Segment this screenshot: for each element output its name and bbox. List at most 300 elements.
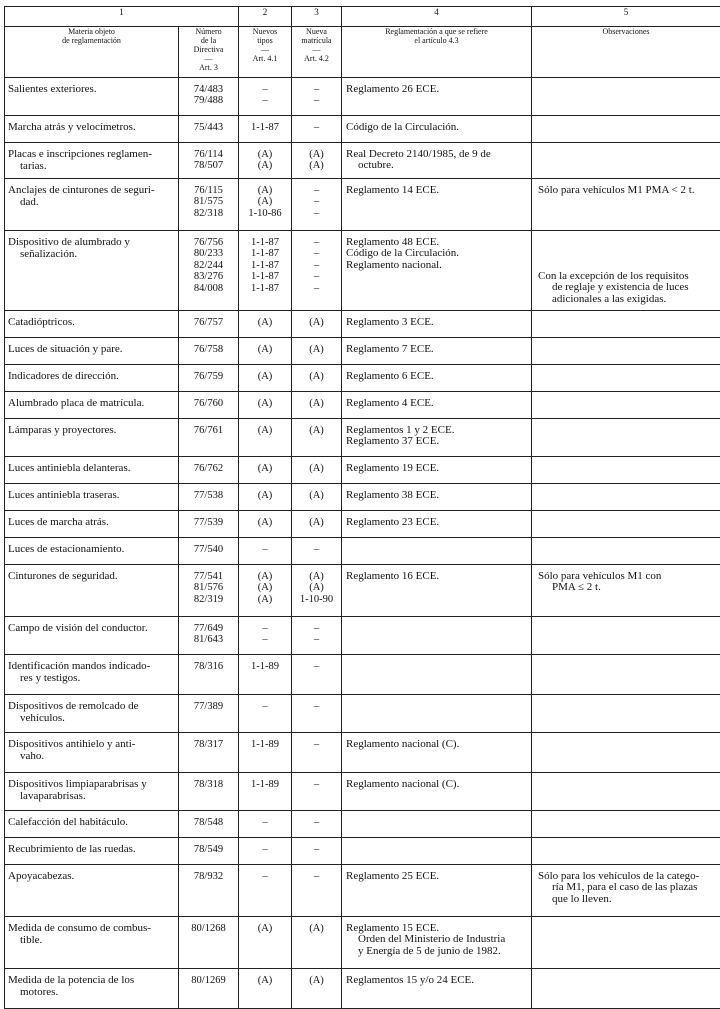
cell-nueva-matricula	[292, 773, 342, 811]
cell-nueva-matricula-line: (A)	[292, 517, 341, 528]
cell-nuevos-tipos-line: (A)	[239, 196, 291, 207]
cell-observaciones	[532, 484, 720, 511]
header-directiva-line: Art. 3	[179, 63, 238, 72]
table-row	[5, 338, 720, 365]
cell-materia	[5, 484, 179, 511]
cell-observaciones	[532, 231, 720, 311]
cell-reglamentacion-line: Reglamentos 15 y/o 24 ECE.	[346, 975, 527, 986]
cell-nuevos-tipos-line: (A)	[239, 594, 291, 605]
cell-materia-line: vehículos.	[8, 712, 174, 724]
cell-nueva-matricula	[292, 311, 342, 338]
cell-reglamentacion-line: Reglamento 48 ECE.	[346, 237, 527, 248]
cell-nueva-matricula-line: (A)	[292, 582, 341, 593]
cell-nueva-matricula-line: –	[292, 661, 341, 672]
cell-reglamentacion-line: Reglamento 23 ECE.	[346, 517, 527, 528]
cell-nueva-matricula	[292, 392, 342, 419]
cell-nueva-matricula-line: (A)	[292, 490, 341, 501]
cell-nueva-matricula-line: 1-10-90	[292, 594, 341, 605]
cell-nuevos-tipos-line: (A)	[239, 425, 291, 436]
cell-reglamentacion-line: Reglamento 25 ECE.	[346, 871, 527, 882]
cell-nueva-matricula	[292, 484, 342, 511]
header-nuevos-line: Art. 4.1	[239, 54, 291, 63]
column-number-5: 5	[532, 7, 720, 27]
header-observaciones: Observaciones	[532, 27, 720, 78]
cell-nuevos-tipos	[239, 733, 292, 773]
cell-nueva-matricula	[292, 969, 342, 1009]
cell-nueva-matricula	[292, 811, 342, 838]
table-row	[5, 78, 720, 116]
cell-directiva	[179, 617, 239, 655]
cell-observaciones	[532, 695, 720, 733]
header-directiva-line: de la	[179, 36, 238, 45]
table-row	[5, 392, 720, 419]
cell-directiva-line: 74/483	[179, 84, 238, 95]
header-matricula-line: Art. 4.2	[292, 54, 341, 63]
cell-nuevos-tipos-line: (A)	[239, 975, 291, 986]
cell-nueva-matricula-line: (A)	[292, 344, 341, 355]
spacer	[538, 237, 716, 271]
cell-directiva-line: 78/549	[179, 844, 238, 855]
cell-materia-line: Luces de situación y pare.	[8, 343, 174, 355]
cell-observaciones	[532, 865, 720, 917]
cell-materia-line: Placas e inscripciones reglamen-	[8, 148, 174, 160]
header-nuevos-tipos	[239, 27, 292, 78]
cell-nueva-matricula	[292, 116, 342, 143]
cell-reglamentacion	[342, 811, 532, 838]
cell-directiva-line: 76/758	[179, 344, 238, 355]
cell-nuevos-tipos-line: (A)	[239, 371, 291, 382]
table-body	[5, 78, 720, 1009]
cell-directiva-line: 82/319	[179, 594, 238, 605]
cell-directiva	[179, 865, 239, 917]
cell-directiva-line: 78/932	[179, 871, 238, 882]
cell-materia-line: Campo de visión del conductor.	[8, 622, 174, 634]
cell-directiva	[179, 811, 239, 838]
cell-materia-line: Medida de consumo de combus-	[8, 922, 174, 934]
cell-materia-line: res y testigos.	[8, 672, 174, 684]
cell-directiva-line: 81/575	[179, 196, 238, 207]
cell-nueva-matricula-line: –	[292, 871, 341, 882]
cell-directiva	[179, 484, 239, 511]
cell-nuevos-tipos-line: (A)	[239, 582, 291, 593]
cell-nuevos-tipos-line: 1-1-87	[239, 237, 291, 248]
cell-directiva-line: 76/757	[179, 317, 238, 328]
header-materia-line: de reglamentación	[5, 36, 178, 45]
cell-directiva	[179, 538, 239, 565]
cell-nueva-matricula-line: (A)	[292, 160, 341, 171]
cell-reglamentacion	[342, 338, 532, 365]
cell-directiva	[179, 365, 239, 392]
cell-nuevos-tipos-line: –	[239, 701, 291, 712]
cell-nuevos-tipos	[239, 969, 292, 1009]
cell-materia-line: dad.	[8, 196, 174, 208]
cell-observaciones	[532, 419, 720, 457]
cell-observaciones	[532, 838, 720, 865]
cell-directiva	[179, 392, 239, 419]
cell-nueva-matricula-line: (A)	[292, 371, 341, 382]
cell-reglamentacion-line: octubre.	[346, 160, 527, 171]
cell-nuevos-tipos	[239, 511, 292, 538]
cell-materia	[5, 365, 179, 392]
cell-nuevos-tipos-line: (A)	[239, 398, 291, 409]
cell-observaciones-line: PMA ≤ 2 t.	[538, 582, 716, 593]
cell-nuevos-tipos-line: 1-1-87	[239, 271, 291, 282]
cell-materia	[5, 78, 179, 116]
cell-directiva-line: 78/507	[179, 160, 238, 171]
cell-nuevos-tipos-line: 1-1-87	[239, 248, 291, 259]
cell-directiva	[179, 773, 239, 811]
cell-nuevos-tipos	[239, 78, 292, 116]
cell-directiva-line: 76/759	[179, 371, 238, 382]
cell-nuevos-tipos-line: –	[239, 817, 291, 828]
cell-materia	[5, 311, 179, 338]
table-row	[5, 617, 720, 655]
cell-directiva-line: 75/443	[179, 122, 238, 133]
cell-directiva-line: 78/318	[179, 779, 238, 790]
cell-nuevos-tipos-line: –	[239, 871, 291, 882]
cell-reglamentacion-line: Reglamento nacional (C).	[346, 739, 527, 750]
cell-nueva-matricula	[292, 419, 342, 457]
column-number-3: 3	[292, 7, 342, 27]
cell-materia-line: señalización.	[8, 248, 174, 260]
cell-reglamentacion-line: Reglamento 4 ECE.	[346, 398, 527, 409]
cell-nueva-matricula	[292, 457, 342, 484]
cell-materia-line: Alumbrado placa de matrícula.	[8, 397, 174, 409]
table-row	[5, 655, 720, 695]
cell-observaciones	[532, 565, 720, 617]
cell-nueva-matricula-line: –	[292, 544, 341, 555]
cell-nueva-matricula-line: (A)	[292, 398, 341, 409]
cell-directiva-line: 77/541	[179, 571, 238, 582]
cell-nueva-matricula-line: –	[292, 739, 341, 750]
cell-nuevos-tipos	[239, 484, 292, 511]
cell-materia-line: tible.	[8, 934, 174, 946]
cell-directiva-line: 77/389	[179, 701, 238, 712]
cell-reglamentacion-line: Código de la Circulación.	[346, 122, 527, 133]
table-row	[5, 511, 720, 538]
cell-reglamentacion-line: Orden del Ministerio de Industria	[346, 934, 527, 945]
cell-directiva-line: 76/756	[179, 237, 238, 248]
cell-reglamentacion-line: Reglamento 16 ECE.	[346, 571, 527, 582]
cell-materia-line: Lámparas y proyectores.	[8, 424, 174, 436]
cell-directiva	[179, 338, 239, 365]
cell-materia	[5, 969, 179, 1009]
cell-reglamentacion	[342, 538, 532, 565]
cell-nuevos-tipos-line: –	[239, 634, 291, 645]
cell-nuevos-tipos	[239, 695, 292, 733]
cell-materia-line: Luces de marcha atrás.	[8, 516, 174, 528]
cell-directiva-line: 78/316	[179, 661, 238, 672]
cell-nuevos-tipos	[239, 419, 292, 457]
cell-nueva-matricula-line: (A)	[292, 571, 341, 582]
cell-materia	[5, 838, 179, 865]
table-row	[5, 865, 720, 917]
cell-reglamentacion-line: Reglamento 19 ECE.	[346, 463, 527, 474]
cell-reglamentacion-line: Reglamento 14 ECE.	[346, 185, 527, 196]
cell-nuevos-tipos-line: (A)	[239, 490, 291, 501]
cell-nueva-matricula-line: (A)	[292, 923, 341, 934]
column-number-row	[5, 7, 720, 27]
cell-nuevos-tipos-line: 1-1-89	[239, 739, 291, 750]
cell-nueva-matricula	[292, 143, 342, 179]
cell-reglamentacion-line: Reglamento 6 ECE.	[346, 371, 527, 382]
cell-observaciones	[532, 917, 720, 969]
cell-nueva-matricula-line: –	[292, 84, 341, 95]
header-nuevos-line: —	[239, 45, 291, 54]
cell-directiva-line: 80/1268	[179, 923, 238, 934]
cell-directiva-line: 79/488	[179, 95, 238, 106]
table-row	[5, 419, 720, 457]
cell-nuevos-tipos-line: –	[239, 623, 291, 634]
cell-directiva	[179, 655, 239, 695]
cell-materia	[5, 392, 179, 419]
cell-nuevos-tipos-line: (A)	[239, 571, 291, 582]
cell-reglamentacion	[342, 695, 532, 733]
cell-observaciones-line: adicionales a las exigidas.	[538, 294, 716, 305]
cell-nueva-matricula	[292, 565, 342, 617]
cell-materia-line: Dispositivos limpiaparabrisas y	[8, 778, 174, 790]
cell-reglamentacion-line: y Energía de 5 de junio de 1982.	[346, 946, 527, 957]
cell-nuevos-tipos	[239, 116, 292, 143]
header-matricula-line: matrícula	[292, 36, 341, 45]
column-number-4: 4	[342, 7, 532, 27]
cell-reglamentacion	[342, 773, 532, 811]
cell-nueva-matricula	[292, 179, 342, 231]
cell-materia	[5, 143, 179, 179]
cell-directiva-line: 76/762	[179, 463, 238, 474]
cell-nuevos-tipos-line: (A)	[239, 344, 291, 355]
cell-materia	[5, 231, 179, 311]
cell-directiva-line: 81/576	[179, 582, 238, 593]
cell-reglamentacion	[342, 311, 532, 338]
cell-directiva	[179, 565, 239, 617]
cell-reglamentacion	[342, 838, 532, 865]
cell-nuevos-tipos-line: 1-1-89	[239, 779, 291, 790]
cell-observaciones	[532, 143, 720, 179]
cell-reglamentacion-line: Reglamento 15 ECE.	[346, 923, 527, 934]
cell-materia-line: Medida de la potencia de los	[8, 974, 174, 986]
cell-directiva-line: 80/1269	[179, 975, 238, 986]
cell-nuevos-tipos	[239, 773, 292, 811]
cell-nuevos-tipos-line: (A)	[239, 149, 291, 160]
cell-nueva-matricula-line: –	[292, 701, 341, 712]
cell-observaciones-line: Sólo para los vehículos de la catego-	[538, 871, 716, 882]
cell-observaciones	[532, 773, 720, 811]
table-row	[5, 365, 720, 392]
cell-observaciones	[532, 511, 720, 538]
cell-observaciones	[532, 392, 720, 419]
cell-reglamentacion	[342, 116, 532, 143]
cell-observaciones	[532, 811, 720, 838]
cell-nueva-matricula-line: (A)	[292, 463, 341, 474]
cell-reglamentacion	[342, 78, 532, 116]
cell-nueva-matricula	[292, 511, 342, 538]
cell-directiva	[179, 511, 239, 538]
cell-materia-line: Cinturones de seguridad.	[8, 570, 174, 582]
cell-reglamentacion-line: Reglamento 26 ECE.	[346, 84, 527, 95]
cell-directiva-line: 77/540	[179, 544, 238, 555]
cell-materia-line: Marcha atrás y velocímetros.	[8, 121, 174, 133]
cell-nuevos-tipos	[239, 179, 292, 231]
cell-nueva-matricula	[292, 655, 342, 695]
cell-observaciones-line: ría M1, para el caso de las plazas	[538, 882, 716, 893]
cell-nuevos-tipos-line: 1-1-89	[239, 661, 291, 672]
cell-nueva-matricula	[292, 917, 342, 969]
cell-materia-line: Recubrimiento de las ruedas.	[8, 843, 174, 855]
cell-nuevos-tipos	[239, 365, 292, 392]
cell-nueva-matricula-line: (A)	[292, 317, 341, 328]
cell-observaciones-line: que lo lleven.	[538, 894, 716, 905]
cell-observaciones	[532, 116, 720, 143]
cell-materia-line: Dispositivos antihielo y anti-	[8, 738, 174, 750]
table-row	[5, 116, 720, 143]
table-row	[5, 179, 720, 231]
cell-nueva-matricula-line: –	[292, 844, 341, 855]
cell-reglamentacion	[342, 231, 532, 311]
cell-reglamentacion	[342, 419, 532, 457]
cell-nuevos-tipos-line: (A)	[239, 463, 291, 474]
cell-nuevos-tipos	[239, 865, 292, 917]
cell-materia-line: Indicadores de dirección.	[8, 370, 174, 382]
cell-directiva	[179, 179, 239, 231]
cell-materia-line: Anclajes de cinturones de seguri-	[8, 184, 174, 196]
cell-nuevos-tipos-line: (A)	[239, 317, 291, 328]
cell-materia-line: lavaparabrisas.	[8, 790, 174, 802]
cell-materia	[5, 773, 179, 811]
cell-observaciones-line: Sólo para vehículos M1 PMA < 2 t.	[538, 185, 716, 196]
cell-reglamentacion	[342, 365, 532, 392]
cell-nuevos-tipos	[239, 392, 292, 419]
cell-nuevos-tipos-line: 1-1-87	[239, 122, 291, 133]
cell-nueva-matricula-line: –	[292, 623, 341, 634]
cell-materia	[5, 419, 179, 457]
cell-materia	[5, 565, 179, 617]
cell-nueva-matricula	[292, 231, 342, 311]
cell-directiva	[179, 419, 239, 457]
cell-directiva	[179, 231, 239, 311]
cell-observaciones-line: Sólo para vehículos M1 con	[538, 571, 716, 582]
header-directiva-line: —	[179, 54, 238, 63]
table-row	[5, 311, 720, 338]
cell-nueva-matricula-line: –	[292, 260, 341, 271]
cell-observaciones-line: Con la excepción de los requisitos	[538, 271, 716, 282]
cell-reglamentacion	[342, 457, 532, 484]
cell-observaciones	[532, 457, 720, 484]
header-materia-line: Materia objeto	[5, 27, 178, 36]
cell-nueva-matricula	[292, 865, 342, 917]
cell-directiva-line: 78/317	[179, 739, 238, 750]
cell-nueva-matricula	[292, 538, 342, 565]
cell-materia	[5, 511, 179, 538]
cell-directiva	[179, 457, 239, 484]
cell-nuevos-tipos	[239, 457, 292, 484]
cell-materia-line: Luces antiniebla traseras.	[8, 489, 174, 501]
cell-materia	[5, 179, 179, 231]
cell-nuevos-tipos	[239, 838, 292, 865]
cell-reglamentacion	[342, 565, 532, 617]
cell-nuevos-tipos	[239, 538, 292, 565]
cell-materia	[5, 116, 179, 143]
cell-materia-line: Luces de estacionamiento.	[8, 543, 174, 555]
cell-nuevos-tipos-line: (A)	[239, 923, 291, 934]
cell-directiva	[179, 116, 239, 143]
cell-nuevos-tipos	[239, 617, 292, 655]
cell-reglamentacion	[342, 865, 532, 917]
cell-observaciones	[532, 78, 720, 116]
cell-observaciones	[532, 338, 720, 365]
cell-nueva-matricula-line: –	[292, 779, 341, 790]
header-nueva-matricula	[292, 27, 342, 78]
cell-nueva-matricula	[292, 695, 342, 733]
table-row	[5, 917, 720, 969]
cell-nuevos-tipos-line: (A)	[239, 160, 291, 171]
cell-materia	[5, 538, 179, 565]
cell-materia-line: Luces antiniebla delanteras.	[8, 462, 174, 474]
cell-nueva-matricula-line: –	[292, 208, 341, 219]
cell-nueva-matricula	[292, 78, 342, 116]
table-row	[5, 773, 720, 811]
cell-materia-line: Catadióptricos.	[8, 316, 174, 328]
table-row	[5, 143, 720, 179]
cell-directiva-line: 76/760	[179, 398, 238, 409]
cell-nuevos-tipos-line: 1-1-87	[239, 260, 291, 271]
table-row	[5, 838, 720, 865]
cell-reglamentacion	[342, 392, 532, 419]
cell-materia	[5, 811, 179, 838]
cell-reglamentacion	[342, 484, 532, 511]
cell-nuevos-tipos-line: –	[239, 544, 291, 555]
cell-nueva-matricula-line: –	[292, 283, 341, 294]
cell-nueva-matricula-line: –	[292, 237, 341, 248]
table-row	[5, 538, 720, 565]
cell-directiva-line: 84/008	[179, 283, 238, 294]
cell-nueva-matricula-line: –	[292, 122, 341, 133]
cell-nuevos-tipos	[239, 565, 292, 617]
cell-reglamentacion	[342, 617, 532, 655]
cell-materia	[5, 617, 179, 655]
cell-nueva-matricula-line: –	[292, 185, 341, 196]
cell-directiva	[179, 838, 239, 865]
cell-nuevos-tipos	[239, 338, 292, 365]
cell-reglamentacion-line: Reglamentos 1 y 2 ECE.	[346, 425, 527, 436]
cell-reglamentacion-line: Código de la Circulación.	[346, 248, 527, 259]
cell-materia	[5, 733, 179, 773]
cell-directiva-line: 76/114	[179, 149, 238, 160]
cell-materia	[5, 865, 179, 917]
header-matricula-line: Nueva	[292, 27, 341, 36]
column-number-2: 2	[239, 7, 292, 27]
cell-directiva-line: 83/276	[179, 271, 238, 282]
cell-nuevos-tipos-line: –	[239, 95, 291, 106]
cell-directiva	[179, 917, 239, 969]
cell-observaciones	[532, 617, 720, 655]
cell-materia-line: vaho.	[8, 750, 174, 762]
cell-nueva-matricula	[292, 733, 342, 773]
table-row	[5, 457, 720, 484]
cell-reglamentacion	[342, 655, 532, 695]
cell-materia-line: Apoyacabezas.	[8, 870, 174, 882]
cell-nuevos-tipos-line: (A)	[239, 517, 291, 528]
cell-nuevos-tipos-line: 1-10-86	[239, 208, 291, 219]
cell-nueva-matricula-line: (A)	[292, 975, 341, 986]
cell-reglamentacion-line: Real Decreto 2140/1985, de 9 de	[346, 149, 527, 160]
table-row	[5, 565, 720, 617]
cell-nueva-matricula-line: (A)	[292, 425, 341, 436]
cell-nueva-matricula	[292, 838, 342, 865]
cell-materia	[5, 338, 179, 365]
cell-directiva	[179, 143, 239, 179]
cell-nueva-matricula-line: –	[292, 248, 341, 259]
